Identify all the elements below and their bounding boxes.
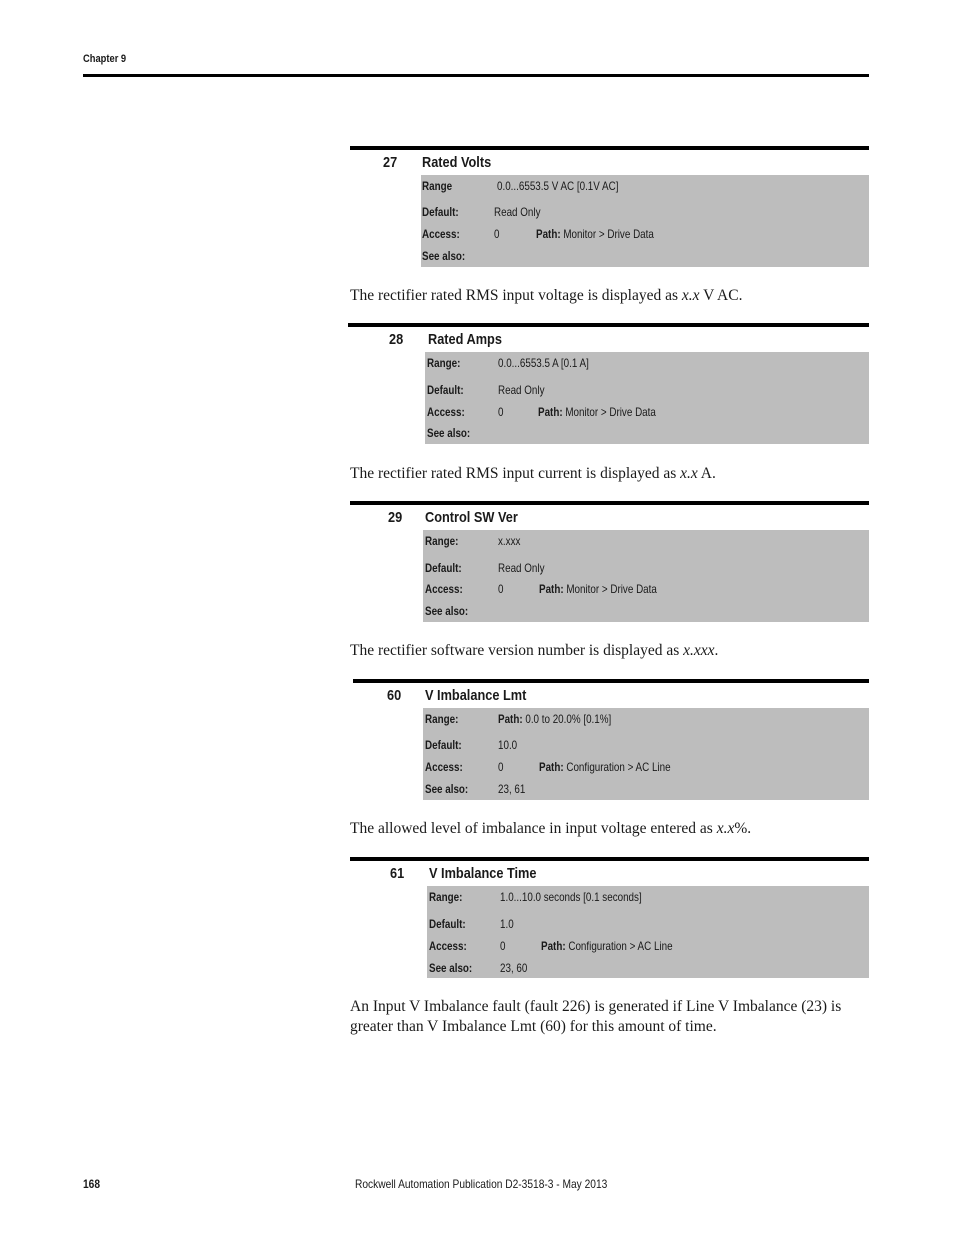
range-label: Range:	[425, 712, 459, 726]
access-value: 0	[498, 405, 504, 419]
parameter-description: An Input V Imbalance fault (fault 226) is generated if Line V Imbalance (23) is greater than V Imbalance Lmt (60) for this amount of time.	[350, 998, 842, 1035]
parameter-name: Control SW Ver	[425, 509, 518, 526]
parameter-name: Rated Volts	[422, 154, 492, 171]
see-also-value: 23, 60	[500, 961, 528, 975]
parameter-number: 29	[388, 509, 403, 526]
access-label: Access:	[427, 405, 465, 419]
range-value: 1.0...10.0 seconds [0.1 seconds]	[500, 890, 642, 904]
path-label: Path:	[539, 760, 564, 774]
default-value: Read Only	[494, 205, 541, 219]
path-value: Configuration > AC Line	[566, 760, 671, 774]
publication-info: Rockwell Automation Publication D2-3518-3 - May 2013	[355, 1177, 608, 1191]
range-value: x.xxx	[498, 534, 521, 548]
see-also-label: See also:	[425, 604, 469, 618]
parameter-description: The rectifier software version number is displayed as x.xxx.	[350, 642, 719, 659]
parameter-description: The rectifier rated RMS input voltage is displayed as x.x V AC.	[350, 287, 743, 304]
parameter-block	[348, 323, 869, 444]
see-also-label: See also:	[425, 782, 469, 796]
default-label: Default:	[425, 561, 462, 575]
range-path-label: Path:	[498, 712, 523, 726]
path-label: Path:	[536, 227, 561, 241]
page-number: 168	[83, 1177, 101, 1191]
parameter-block	[350, 146, 869, 267]
access-value: 0	[498, 582, 504, 596]
default-label: Default:	[425, 738, 462, 752]
range-label: Range:	[429, 890, 463, 904]
parameter-description: The rectifier rated RMS input current is displayed as x.x A.	[350, 465, 716, 482]
see-also-label: See also:	[422, 249, 466, 263]
range-label: Range:	[427, 356, 461, 370]
path-label: Path:	[538, 405, 563, 419]
path-value: Monitor > Drive Data	[565, 405, 656, 419]
parameter-block	[350, 857, 869, 978]
access-value: 0	[498, 760, 504, 774]
see-also-label: See also:	[427, 426, 471, 440]
access-label: Access:	[422, 227, 460, 241]
default-label: Default:	[422, 205, 459, 219]
range-value: 0.0 to 20.0% [0.1%]	[525, 712, 612, 726]
parameter-name: V Imbalance Lmt	[425, 687, 527, 704]
path-value: Configuration > AC Line	[568, 939, 673, 953]
parameter-number: 61	[390, 865, 405, 882]
range-label: Range:	[425, 534, 459, 548]
path-label: Path:	[541, 939, 566, 953]
access-label: Access:	[425, 582, 463, 596]
default-value: 10.0	[498, 738, 518, 752]
parameter-block	[353, 679, 869, 800]
parameter-number: 27	[383, 154, 398, 171]
access-value: 0	[494, 227, 500, 241]
chapter-label: Chapter 9	[83, 53, 127, 65]
default-value: 1.0	[500, 917, 514, 931]
range-value: 0.0...6553.5 A [0.1 A]	[498, 356, 589, 370]
header-rule	[83, 74, 869, 77]
parameter-info-box	[425, 352, 869, 444]
parameter-info-box	[427, 886, 869, 978]
parameter-name: V Imbalance Time	[429, 865, 537, 882]
default-value: Read Only	[498, 561, 545, 575]
default-value: Read Only	[498, 383, 545, 397]
path-value: Monitor > Drive Data	[566, 582, 657, 596]
parameter-number: 28	[389, 331, 404, 348]
parameter-info-box	[421, 175, 869, 267]
parameter-name: Rated Amps	[428, 331, 502, 348]
parameter-info-box	[423, 530, 869, 622]
see-also-label: See also:	[429, 961, 473, 975]
parameter-description: The allowed level of imbalance in input voltage entered as x.x%.	[350, 820, 752, 837]
path-label: Path:	[539, 582, 564, 596]
see-also-value: 23, 61	[498, 782, 526, 796]
range-label: Range	[422, 179, 453, 193]
default-label: Default:	[429, 917, 466, 931]
parameter-info-box	[423, 708, 869, 800]
access-label: Access:	[425, 760, 463, 774]
access-value: 0	[500, 939, 506, 953]
default-label: Default:	[427, 383, 464, 397]
range-value: 0.0...6553.5 V AC [0.1V AC]	[497, 179, 619, 193]
parameter-block	[350, 501, 869, 622]
access-label: Access:	[429, 939, 467, 953]
parameter-number: 60	[387, 687, 402, 704]
path-value: Monitor > Drive Data	[563, 227, 654, 241]
